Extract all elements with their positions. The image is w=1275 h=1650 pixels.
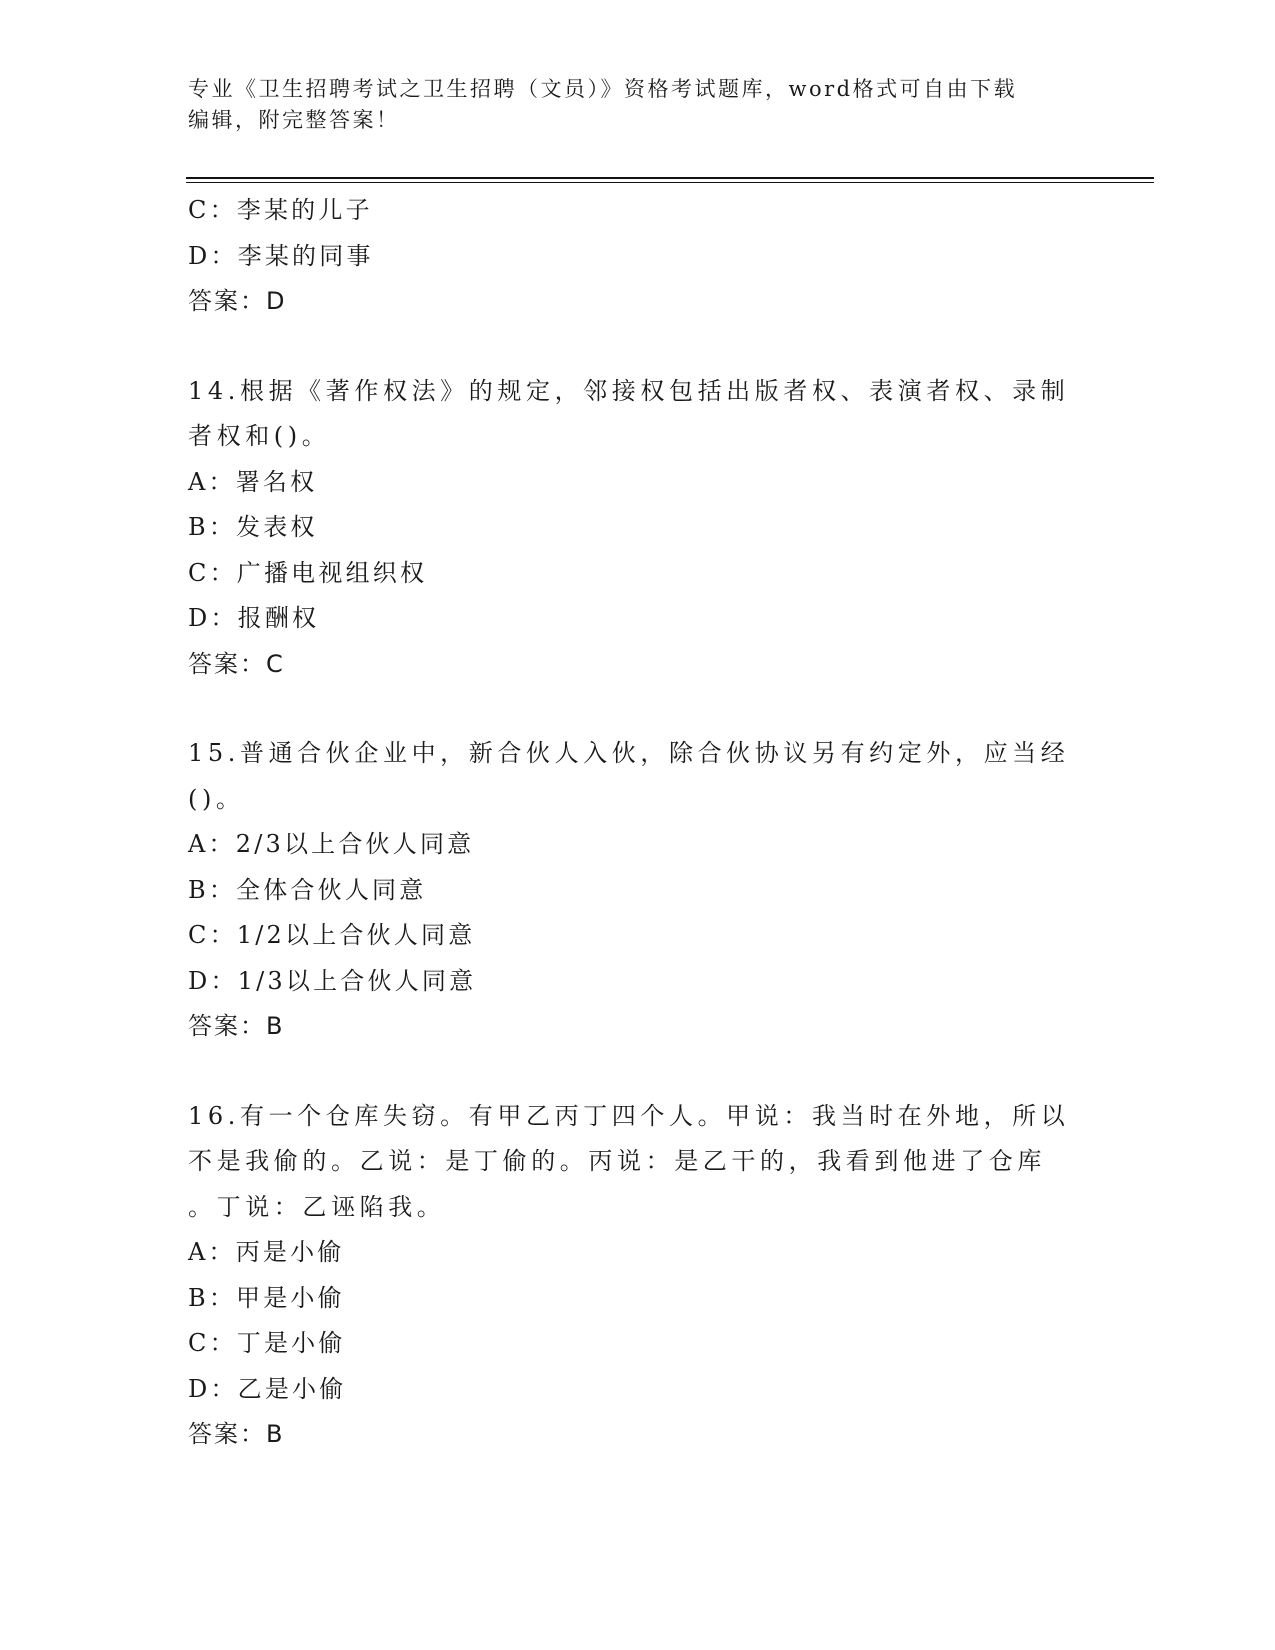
option-d: D：报酬权 [188, 604, 320, 632]
answer-line: 答案：B [188, 1012, 285, 1040]
option-c: C：李某的儿子 [188, 196, 373, 224]
question-text-line: 14.根据《著作权法》的规定，邻接权包括出版者权、表演者权、录制 [188, 376, 1070, 405]
question-text-line: 不是我偷的。乙说：是丁偷的。丙说：是乙干的，我看到他进了仓库 [188, 1147, 1046, 1175]
document-header [188, 74, 1088, 136]
question-block-15 [188, 731, 1088, 1050]
question-text-line: 者权和()。 [188, 422, 331, 450]
option-c: C：丁是小偷 [188, 1329, 346, 1357]
option-b: B：全体合伙人同意 [188, 875, 427, 904]
option-d: D：李某的同事 [188, 241, 374, 270]
question-text-line: 15.普通合伙企业中，新合伙人入伙，除合伙协议另有约定外，应当经 [188, 739, 1070, 767]
header-divider-thick [186, 177, 1154, 179]
option-a: A：署名权 [188, 467, 318, 496]
question-block-14 [188, 369, 1088, 688]
spacer [188, 325, 1088, 369]
question-text-line: ()。 [188, 784, 245, 813]
option-a: A：丙是小偷 [188, 1238, 345, 1266]
question-text-line: 16.有一个仓库失窃。有甲乙丙丁四个人。甲说：我当时在外地，所以 [188, 1101, 1070, 1130]
question-block-13 [188, 188, 1088, 325]
option-a: A：2/3以上合伙人同意 [188, 830, 475, 858]
option-b: B：发表权 [188, 513, 318, 541]
answer-line: 答案：D [188, 287, 287, 315]
answer-line: 答案：C [188, 649, 285, 678]
answer-line: 答案：B [188, 1420, 285, 1448]
option-c: C：广播电视组织权 [188, 558, 428, 587]
header-line-1: 专业《卫生招聘考试之卫生招聘（文员）》资格考试题库，word格式可自由下载 [188, 77, 1018, 101]
spacer [188, 687, 1088, 731]
question-block-16 [188, 1094, 1088, 1458]
option-d: D：1/3以上合伙人同意 [188, 966, 477, 995]
header-line-2: 编辑，附完整答案！ [188, 108, 400, 132]
option-b: B：甲是小偷 [188, 1283, 345, 1312]
option-d: D：乙是小偷 [188, 1374, 347, 1403]
option-c: C：1/2以上合伙人同意 [188, 921, 476, 949]
spacer [188, 1050, 1088, 1094]
question-list [188, 188, 1088, 1458]
question-text-line: 。丁说：乙诬陷我。 [188, 1192, 446, 1221]
header-divider-thin [186, 182, 1154, 183]
